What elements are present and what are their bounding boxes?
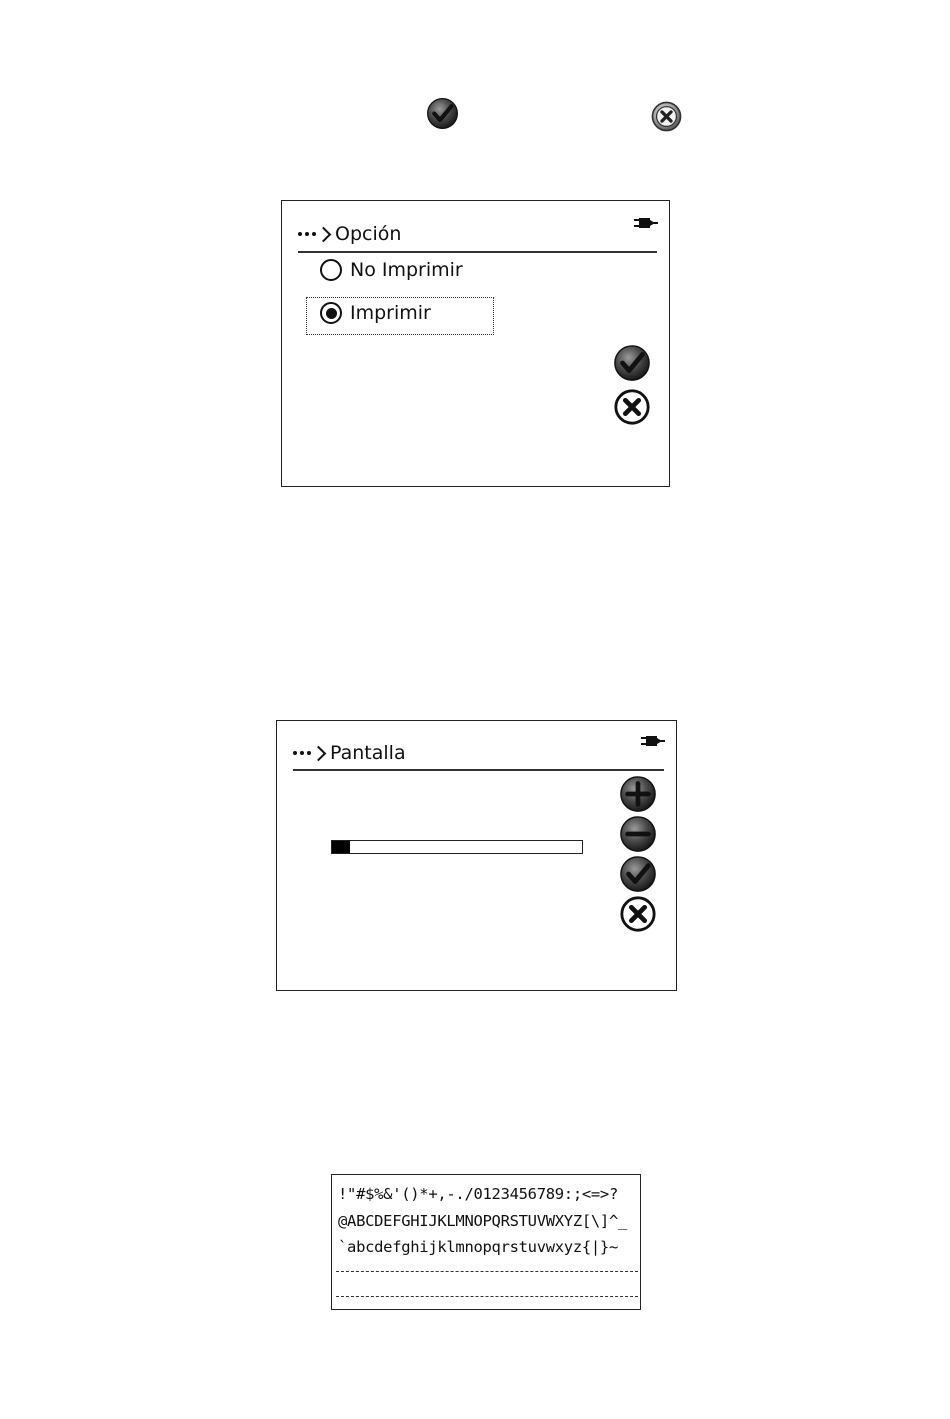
charset-line-lowercase: `abcdefghijklmnopqrstuvwxyz{|}~ xyxy=(338,1238,618,1256)
dashed-line xyxy=(336,1296,638,1297)
close-icon xyxy=(619,895,657,933)
radio-option-imprimir[interactable] xyxy=(320,302,431,324)
close-icon xyxy=(613,388,651,426)
plug-icon xyxy=(641,734,665,753)
cancel-button[interactable] xyxy=(619,895,657,933)
plus-icon xyxy=(619,775,657,813)
confirm-button[interactable] xyxy=(613,344,651,382)
radio-label: No Imprimir xyxy=(350,259,463,281)
dashed-line xyxy=(336,1271,638,1272)
legend-check-icon xyxy=(426,97,459,130)
print-sample xyxy=(331,1174,641,1310)
radio-button-selected[interactable] xyxy=(320,302,342,324)
page-title: Opción xyxy=(335,223,402,245)
progress-fill xyxy=(332,841,350,853)
screen-header xyxy=(293,742,406,764)
page-title: Pantalla xyxy=(330,742,406,764)
header-divider xyxy=(293,769,664,771)
radio-label: Imprimir xyxy=(350,302,431,324)
plug-icon xyxy=(634,216,658,235)
radio-option-no-imprimir[interactable] xyxy=(320,259,463,281)
confirm-button[interactable] xyxy=(619,855,657,893)
check-icon xyxy=(613,344,651,382)
breadcrumb-arrow-icon xyxy=(298,229,329,240)
increase-button[interactable] xyxy=(619,775,657,813)
cancel-button[interactable] xyxy=(613,388,651,426)
decrease-button[interactable] xyxy=(619,815,657,853)
breadcrumb-arrow-icon xyxy=(293,748,324,759)
radio-button[interactable] xyxy=(320,259,342,281)
header-divider xyxy=(298,251,657,253)
minus-icon xyxy=(619,815,657,853)
check-icon xyxy=(619,855,657,893)
charset-line-symbols: !"#$%&'()*+,-./0123456789:;<=>? xyxy=(338,1185,618,1203)
option-screen xyxy=(281,200,670,487)
brightness-progress-bar[interactable] xyxy=(331,840,583,854)
charset-line-uppercase: @ABCDEFGHIJKLMNOPQRSTUVWXYZ[\]^_ xyxy=(338,1212,628,1230)
display-screen xyxy=(276,720,677,991)
screen-header xyxy=(298,223,401,245)
legend-close-icon xyxy=(650,100,683,133)
